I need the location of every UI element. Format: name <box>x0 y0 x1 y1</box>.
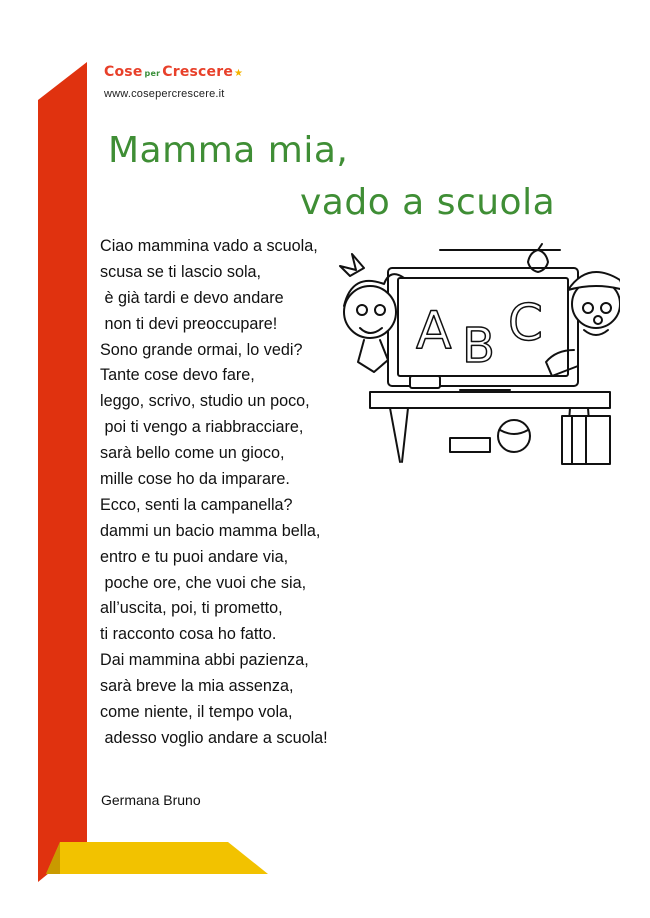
page-title-line-1: Mamma mia, <box>108 130 349 171</box>
poem-line: Ciao mammina vado a scuola, <box>100 237 318 255</box>
logo-word-cose: Cose <box>104 64 143 80</box>
poem-author: Germana Bruno <box>101 792 201 808</box>
poem-line: entro e tu puoi andare via, <box>100 547 289 566</box>
letter-c: C <box>508 294 543 352</box>
poem-line: come niente, il tempo vola, <box>100 703 293 722</box>
poem-line: adesso voglio andare a scuola! <box>100 728 328 747</box>
poem-text <box>100 234 328 752</box>
poem-line: ti racconto cosa ho fatto. <box>100 625 277 644</box>
poem-line: poche ore, che vuoi che sia, <box>100 573 307 592</box>
poem-line: all’uscita, poi, ti prometto, <box>100 599 283 618</box>
poem-line: sarà bello come un gioco, <box>100 444 285 463</box>
logo-word-crescere: Crescere <box>162 64 234 80</box>
poem-line: Tante cose devo fare, <box>100 366 255 385</box>
star-icon: ★ <box>234 68 244 79</box>
poem-line: non ti devi preoccupare! <box>100 314 278 333</box>
poem-line: Ecco, senti la campanella? <box>100 495 293 514</box>
red-ribbon <box>38 62 87 882</box>
site-logo[interactable] <box>104 64 243 80</box>
poem-line: scusa se ti lascio sola, <box>100 262 262 281</box>
poem-line: poi ti vengo a riabbracciare, <box>100 418 304 437</box>
letter-a: A <box>416 301 452 361</box>
poem-line: sarà breve la mia assenza, <box>100 677 294 696</box>
poem-line: Sono grande ormai, lo vedi? <box>100 340 303 359</box>
poem-line: Dai mammina abbi pazienza, <box>100 651 309 670</box>
poem-line: leggo, scrivo, studio un poco, <box>100 392 310 411</box>
poem-line: dammi un bacio mamma bella, <box>100 521 321 540</box>
site-url[interactable]: www.cosepercrescere.it <box>104 88 225 100</box>
poem-line: mille cose ho da imparare. <box>100 470 290 489</box>
page-title-line-2: vado a scuola <box>300 182 556 223</box>
letter-b: B <box>462 318 495 374</box>
poem-line: è già tardi e devo andare <box>100 288 284 307</box>
chalkboard-children-icon <box>330 240 620 475</box>
logo-word-per: per <box>144 69 161 78</box>
yellow-ribbon <box>46 842 268 874</box>
